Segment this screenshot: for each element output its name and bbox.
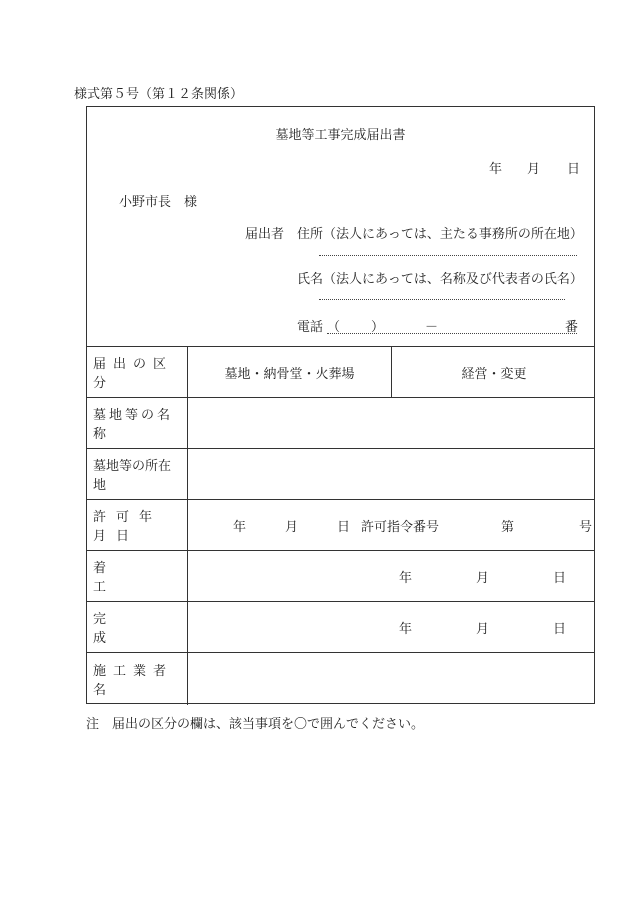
facility-location-field[interactable] (188, 449, 596, 499)
category-option-facility[interactable]: 墓地・納骨堂・火葬場 (188, 347, 392, 397)
facility-location-label: 墓地等の所在地 (87, 449, 188, 499)
permit-day: 日 (337, 520, 351, 535)
name-label: 氏名（法人にあっては、名称及び代表者の氏名） (297, 272, 583, 287)
row-completion (87, 602, 594, 653)
row-permit-date (87, 500, 594, 551)
addressee: 小野市長 様 (119, 195, 198, 210)
permit-number-dai: 第 (501, 520, 515, 535)
phone-dash: － (425, 320, 439, 335)
date-day: 日 (567, 162, 581, 177)
permit-date-label: 許可年月日 (87, 500, 188, 550)
row-facility-name (87, 398, 594, 449)
phone-suffix: 番 (565, 320, 579, 335)
permit-number-gou: 号 (579, 520, 593, 535)
facility-name-field[interactable] (188, 398, 596, 448)
row-contractor (87, 653, 594, 705)
permit-month: 月 (285, 520, 299, 535)
completion-label: 完成 (87, 602, 188, 652)
facility-name-label: 墓地等の名称 (87, 398, 188, 448)
row-facility-location (87, 449, 594, 500)
category-option-management[interactable]: 経営・変更 (461, 366, 527, 382)
address-label: 住所（法人にあっては、主たる事務所の所在地） (297, 227, 583, 242)
notifier-label: 届出者 (245, 227, 285, 242)
completion-year: 年 (399, 622, 413, 637)
phone-label: 電話 (297, 320, 324, 335)
phone-entry-line[interactable] (327, 333, 577, 334)
phone-paren-close: ） (371, 320, 385, 335)
form-frame (86, 106, 595, 704)
form-number: 様式第５号（第１２条関係） (74, 87, 244, 102)
category-label: 届出の区分 (87, 347, 188, 397)
phone-paren-open: （ (327, 320, 341, 335)
completion-month: 月 (476, 622, 490, 637)
start-year: 年 (399, 571, 413, 586)
contractor-label: 施工業者名 (87, 653, 188, 705)
permit-year: 年 (233, 520, 247, 535)
row-category (87, 347, 594, 398)
completion-day: 日 (553, 622, 567, 637)
permit-number-label: 許可指令番号 (361, 520, 440, 535)
document-title: 墓地等工事完成届出書 (275, 128, 406, 143)
date-month: 月 (527, 162, 541, 177)
row-start (87, 551, 594, 602)
contractor-field[interactable] (188, 653, 596, 705)
footnote: 注 届出の区分の欄は、該当事項を〇で囲んでください。 (86, 717, 425, 732)
form-header (87, 107, 594, 347)
date-year: 年 (489, 162, 503, 177)
start-month: 月 (476, 571, 490, 586)
start-label: 着工 (87, 551, 188, 601)
name-entry-line[interactable] (319, 299, 565, 300)
address-entry-line[interactable] (319, 255, 577, 256)
start-day: 日 (553, 571, 567, 586)
